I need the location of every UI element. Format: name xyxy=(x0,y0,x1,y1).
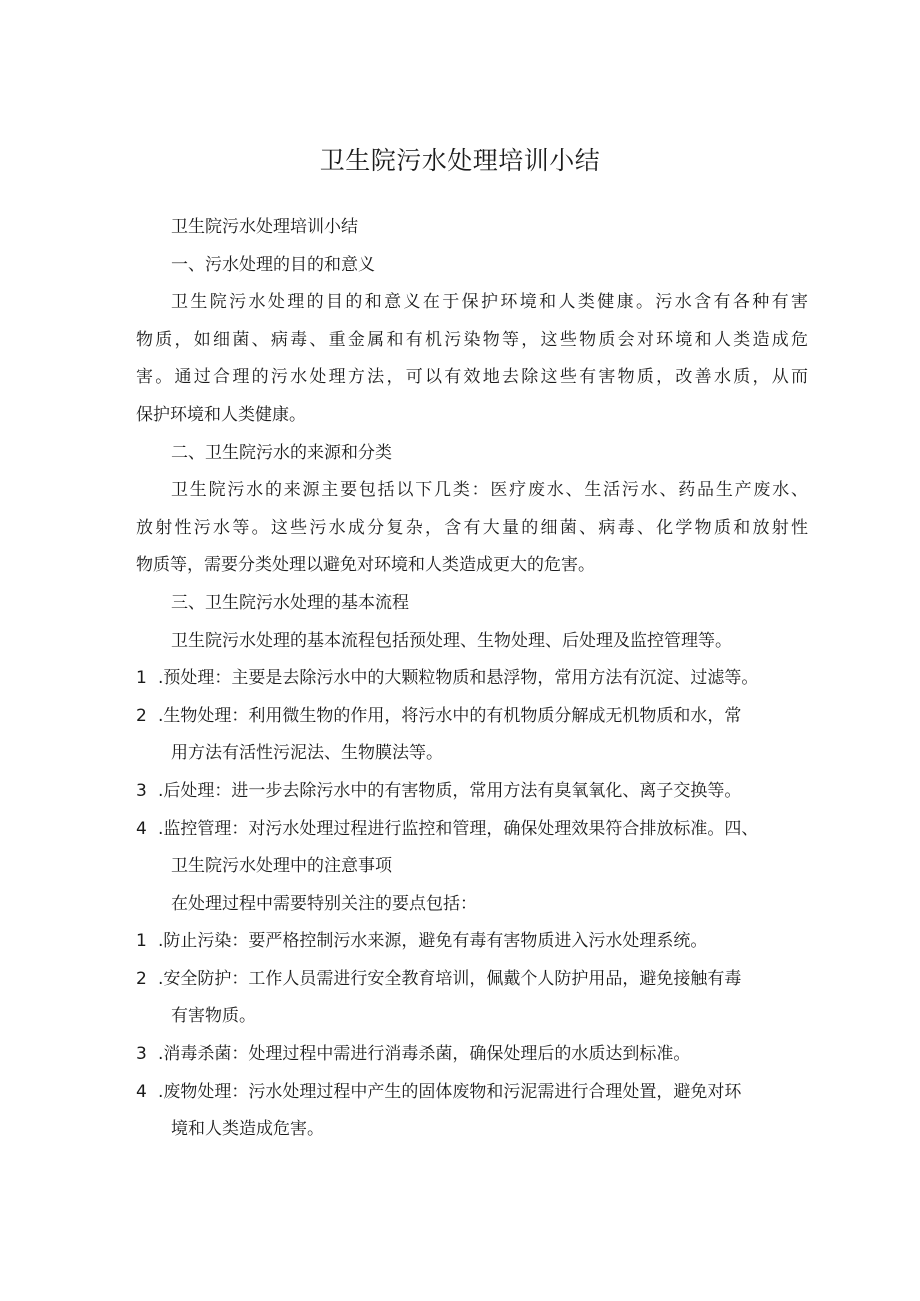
list-item-number: 4 xyxy=(136,818,147,839)
list-item xyxy=(136,923,808,961)
list-item xyxy=(136,1036,808,1074)
paragraph-line: 物质，如细菌、病毒、重金属和有机污染物等，这些物质会对环境和人类造成危 xyxy=(136,329,808,350)
list-item-text: .监控管理：对污水处理过程进行监控和管理，确保处理效果符合排放标准。四、 xyxy=(158,818,759,839)
list-item-continuation: 有害物质。 xyxy=(171,1006,256,1027)
list-item-text: .预处理：主要是去除污水中的大颗粒物质和悬浮物，常用方法有沉淀、过滤等。 xyxy=(158,668,759,689)
paragraph-line: 卫生院污水的来源主要包括以下几类：医疗废水、生活污水、药品生产废水、 xyxy=(171,480,808,501)
list-item xyxy=(136,1074,808,1112)
list-item-text: .后处理：进一步去除污水中的有害物质，常用方法有臭氧氧化、离子交换等。 xyxy=(158,780,742,801)
paragraph-line: 在处理过程中需要特别关注的要点包括： xyxy=(171,893,477,914)
paragraph-line: 物质等，需要分类处理以避免对环境和人类造成更大的危害。 xyxy=(136,555,595,576)
list-item xyxy=(136,660,808,698)
paragraph-line: 卫生院污水处理的基本流程包括预处理、生物处理、后处理及监控管理等。 xyxy=(171,630,732,651)
document-body xyxy=(136,209,808,1149)
list-item-text: .生物处理：利用微生物的作用，将污水中的有机物质分解成无机物质和水，常 xyxy=(158,705,742,726)
document-subtitle: 卫生院污水处理培训小结 xyxy=(171,217,358,237)
section-heading-sources: 二、卫生院污水的来源和分类 xyxy=(171,442,392,463)
list-item xyxy=(136,811,808,849)
list-item-text: .废物处理：污水处理过程中产生的固体废物和污泥需进行合理处置，避免对环 xyxy=(158,1081,742,1102)
list-item-text: .防止污染：要严格控制污水来源，避免有毒有害物质进入污水处理系统。 xyxy=(158,931,708,952)
list-item-continuation: 卫生院污水处理中的注意事项 xyxy=(171,856,392,877)
list-item-number: 4 xyxy=(136,1081,147,1102)
paragraph-line: 放射性污水等。这些污水成分复杂，含有大量的细菌、病毒、化学物质和放射性 xyxy=(136,517,808,538)
list-item-continuation: 境和人类造成危害。 xyxy=(171,1119,324,1140)
list-item-text: .安全防护：工作人员需进行安全教育培训，佩戴个人防护用品，避免接触有毒 xyxy=(158,968,742,989)
list-item-number: 3 xyxy=(136,1044,147,1065)
section-heading-process: 三、卫生院污水处理的基本流程 xyxy=(171,592,409,613)
paragraph-line: 害。通过合理的污水处理方法，可以有效地去除这些有害物质，改善水质，从而 xyxy=(136,367,808,388)
list-item-continuation: 用方法有活性污泥法、生物膜法等。 xyxy=(171,743,443,764)
list-item-number: 2 xyxy=(136,968,147,989)
list-item xyxy=(136,961,808,999)
paragraph-line: 卫生院污水处理的目的和意义在于保护环境和人类健康。污水含有各种有害 xyxy=(171,292,808,313)
list-item-text: .消毒杀菌：处理过程中需进行消毒杀菌，确保处理后的水质达到标准。 xyxy=(158,1044,691,1065)
list-item xyxy=(136,773,808,811)
list-item-number: 3 xyxy=(136,780,147,801)
list-item xyxy=(136,698,808,736)
list-item-number: 2 xyxy=(136,705,147,726)
list-item-number: 1 xyxy=(136,668,147,689)
paragraph-line: 保护环境和人类健康。 xyxy=(136,404,306,425)
section-heading-purpose: 一、污水处理的目的和意义 xyxy=(171,254,375,275)
document-title: 卫生院污水处理培训小结 xyxy=(319,146,601,175)
list-item-number: 1 xyxy=(136,931,147,952)
